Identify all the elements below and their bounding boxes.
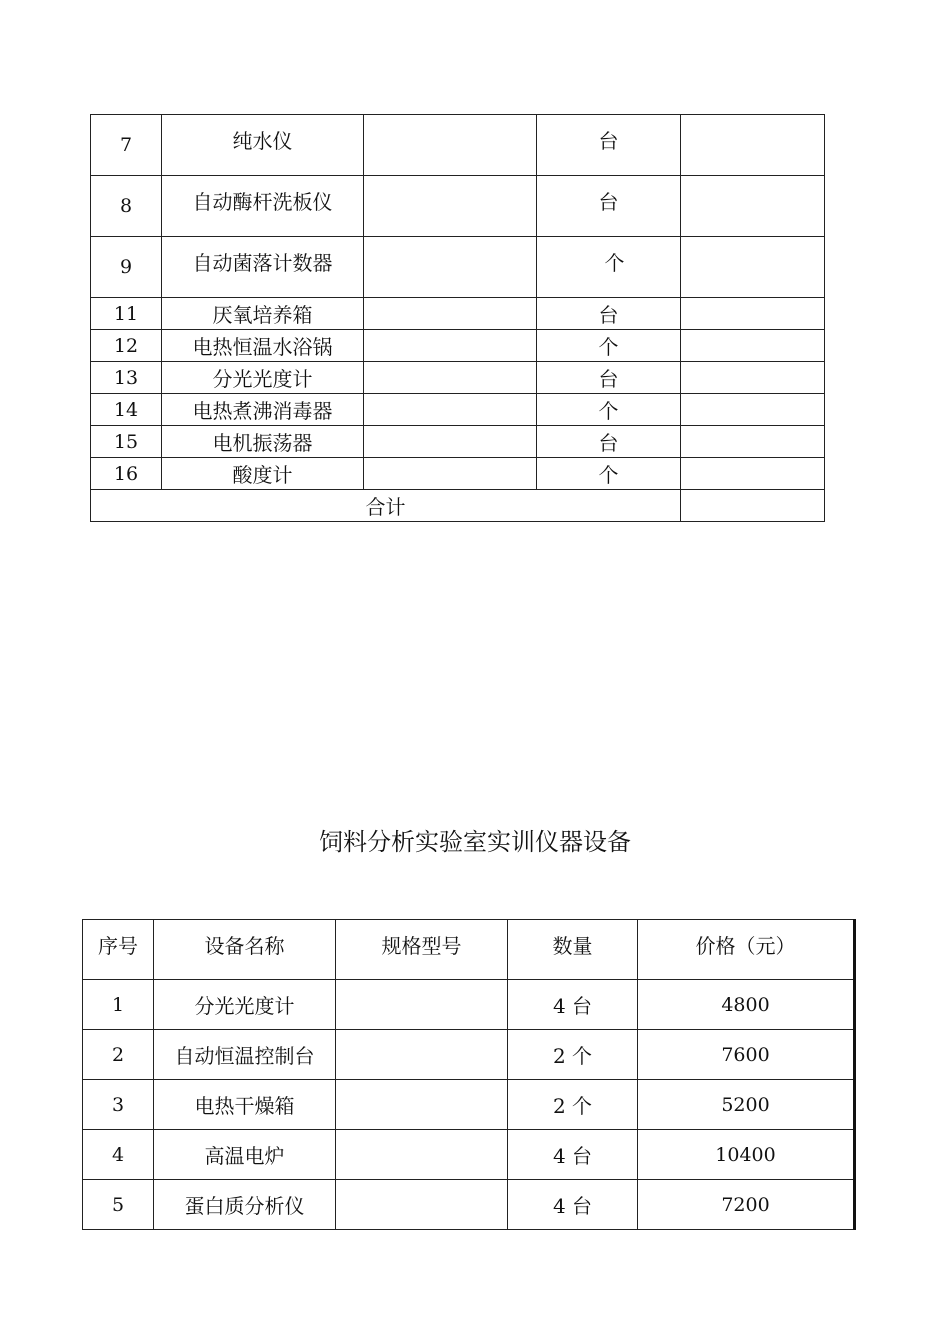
equipment-spec [364,458,537,490]
equipment-spec [336,1180,508,1230]
equipment-spec [364,330,537,362]
equipment-unit: 台 [537,426,681,458]
equipment-price: 7600 [638,1030,855,1080]
equipment-price [681,237,825,298]
equipment-price: 7200 [638,1180,855,1230]
table-row [91,426,825,458]
table-row [83,980,855,1030]
equipment-price [681,362,825,394]
equipment-name: 自动恒温控制台 [154,1030,336,1080]
feed-lab-equipment-table [82,919,856,1230]
equipment-name: 自动菌落计数器 [162,237,364,298]
table-row [91,176,825,237]
equipment-qty: 2 个 [508,1080,638,1130]
equipment-unit: 台 [537,115,681,176]
equipment-spec [336,1030,508,1080]
equipment-qty: 4 台 [508,1180,638,1230]
equipment-unit: 个 [537,237,681,298]
table-row [91,458,825,490]
equipment-price [681,394,825,426]
row-number: 14 [91,394,162,426]
header-name: 设备名称 [154,920,336,980]
table-row [91,330,825,362]
equipment-price: 5200 [638,1080,855,1130]
equipment-spec [364,394,537,426]
total-row [91,490,825,522]
row-number: 2 [83,1030,154,1080]
equipment-spec [336,1130,508,1180]
equipment-unit: 台 [537,362,681,394]
header-no: 序号 [83,920,154,980]
row-number: 8 [91,176,162,237]
equipment-name: 电热恒温水浴锅 [162,330,364,362]
equipment-price: 10400 [638,1130,855,1180]
equipment-name: 电热干燥箱 [154,1080,336,1130]
equipment-unit: 个 [537,330,681,362]
row-number: 15 [91,426,162,458]
equipment-price [681,298,825,330]
row-number: 5 [83,1180,154,1230]
equipment-price: 4800 [638,980,855,1030]
equipment-name: 分光光度计 [154,980,336,1030]
equipment-price [681,330,825,362]
header-qty: 数量 [508,920,638,980]
row-number: 3 [83,1080,154,1130]
table-row [83,1130,855,1180]
equipment-name: 电热煮沸消毒器 [162,394,364,426]
equipment-unit: 个 [537,458,681,490]
table-row [91,237,825,298]
equipment-qty: 4 台 [508,980,638,1030]
equipment-table-continued [90,114,825,522]
total-label: 合计 [91,490,681,522]
equipment-name: 电机振荡器 [162,426,364,458]
equipment-unit: 个 [537,394,681,426]
row-number: 7 [91,115,162,176]
equipment-price [681,458,825,490]
row-number: 1 [83,980,154,1030]
equipment-price [681,115,825,176]
equipment-price [681,176,825,237]
table-row [83,1180,855,1230]
header-spec: 规格型号 [336,920,508,980]
table-row [83,1030,855,1080]
equipment-name: 厌氧培养箱 [162,298,364,330]
total-value [681,490,825,522]
section-title: 饲料分析实验室实训仪器设备 [319,828,631,856]
header-price: 价格（元） [638,920,855,980]
row-number: 11 [91,298,162,330]
row-number: 16 [91,458,162,490]
row-number: 4 [83,1130,154,1180]
equipment-spec [364,362,537,394]
equipment-spec [364,426,537,458]
equipment-name: 分光光度计 [162,362,364,394]
equipment-name: 酸度计 [162,458,364,490]
table-row [91,394,825,426]
equipment-name: 自动酶杆洗板仪 [162,176,364,237]
equipment-price [681,426,825,458]
equipment-name: 纯水仪 [162,115,364,176]
equipment-unit: 台 [537,298,681,330]
row-number: 13 [91,362,162,394]
equipment-name: 蛋白质分析仪 [154,1180,336,1230]
equipment-name: 高温电炉 [154,1130,336,1180]
table-row [83,1080,855,1130]
table-row [91,115,825,176]
equipment-spec [364,298,537,330]
equipment-spec [336,980,508,1030]
table-row [91,362,825,394]
equipment-spec [364,115,537,176]
equipment-spec [364,237,537,298]
equipment-unit: 台 [537,176,681,237]
equipment-spec [364,176,537,237]
table-header-row [83,920,855,980]
equipment-qty: 2 个 [508,1030,638,1080]
equipment-qty: 4 台 [508,1130,638,1180]
table-row [91,298,825,330]
row-number: 12 [91,330,162,362]
row-number: 9 [91,237,162,298]
equipment-spec [336,1080,508,1130]
